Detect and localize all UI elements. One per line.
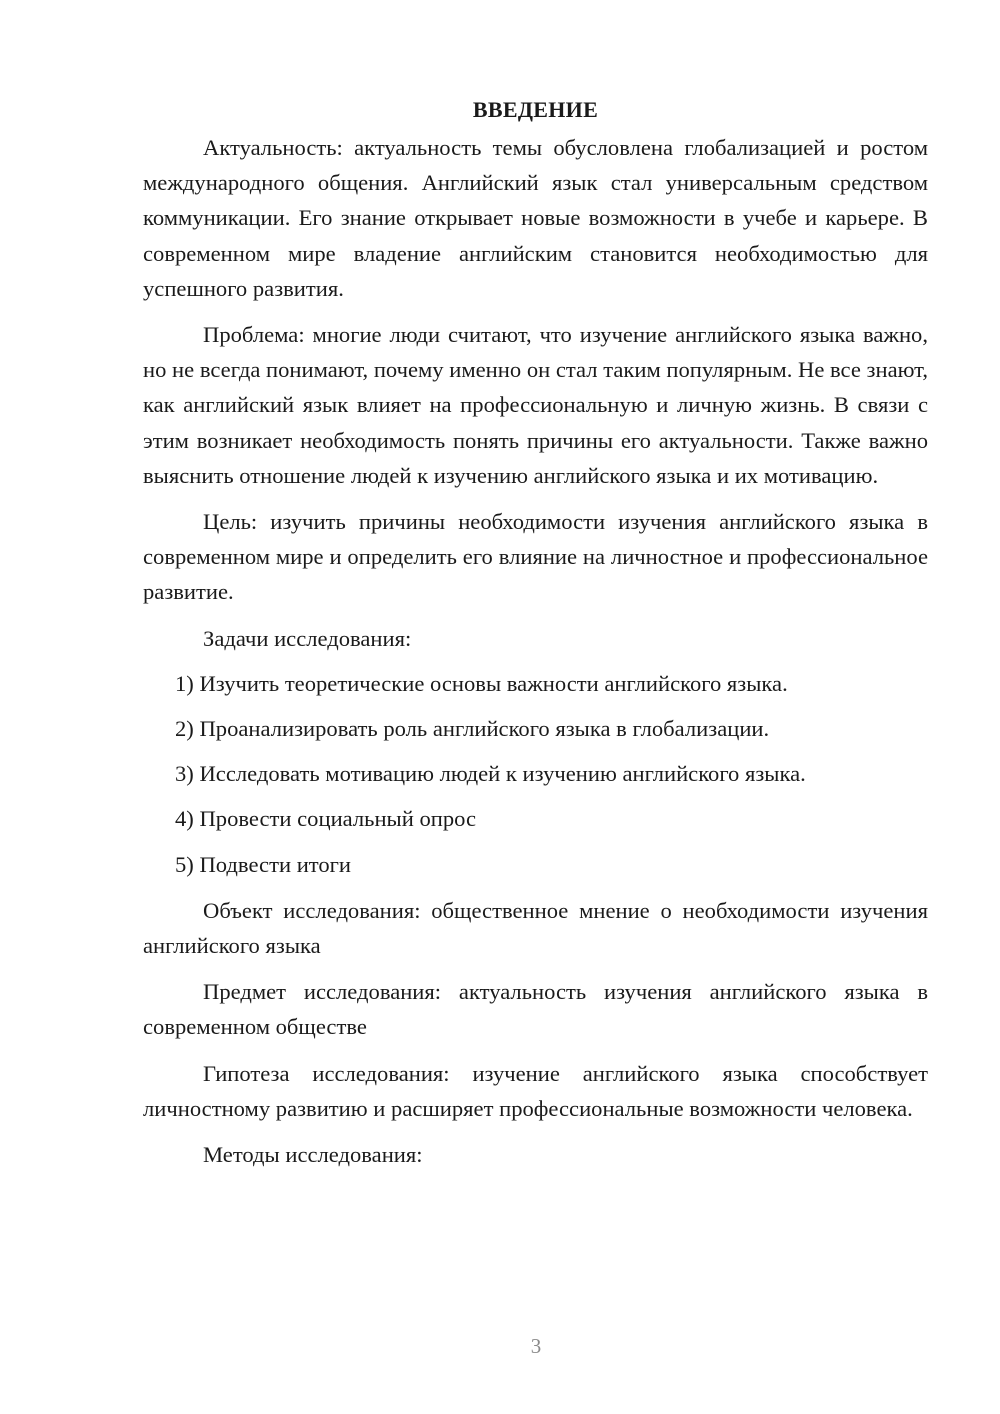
task-item: 2) Проанализировать роль английского языка в глобализации. — [175, 716, 770, 742]
methods-heading: Методы исследования: — [203, 1142, 423, 1168]
task-item: 5) Подвести итоги — [175, 851, 352, 877]
task-item: 4) Провести социальный опрос — [175, 806, 477, 832]
section-title: ВВЕДЕНИЕ — [472, 97, 599, 122]
task-item: 3) Исследовать мотивацию людей к изучению английского языка. — [175, 761, 806, 787]
problem-paragraph: Проблема: многие люди считают, что изучение английского языка важно, но не всегда понимают, почему именно он стал таким популярным. Не все знают, как английский язык влияет на профессиональную и личную жизнь. В связи с этим возникает необходимость понять причины его актуальности. Также важно выяснить отношение людей к изучению английского языка и их мотивацию. — [143, 322, 928, 488]
relevance-paragraph: Актуальность: актуальность темы обусловлена глобализацией и ростом международного общения. Английский язык стал универсальным средством коммуникации. Его знание открывает новые возможности в учебе и карьере. В современном мире владение английским становится необходимостью для успешного развития. — [143, 135, 928, 301]
tasks-list — [143, 666, 928, 882]
document-body — [143, 92, 928, 1172]
subject-paragraph: Предмет исследования: актуальность изучения английского языка в современном обществе — [143, 979, 928, 1040]
task-item: 1) Изучить теоретические основы важности английского языка. — [175, 670, 788, 696]
hypothesis-paragraph: Гипотеза исследования: изучение английского языка способствует личностному развитию и расширяет профессиональные возможности человека. — [143, 1060, 928, 1121]
object-paragraph: Объект исследования: общественное мнение о необходимости изучения английского языка — [143, 897, 928, 959]
goal-paragraph: Цель: изучить причины необходимости изучения английского языка в современном мире и определить его влияние на личностное и профессиональное развитие. — [143, 509, 928, 605]
page-number: 3 — [530, 1334, 542, 1358]
tasks-heading: Задачи исследования: — [203, 625, 412, 651]
